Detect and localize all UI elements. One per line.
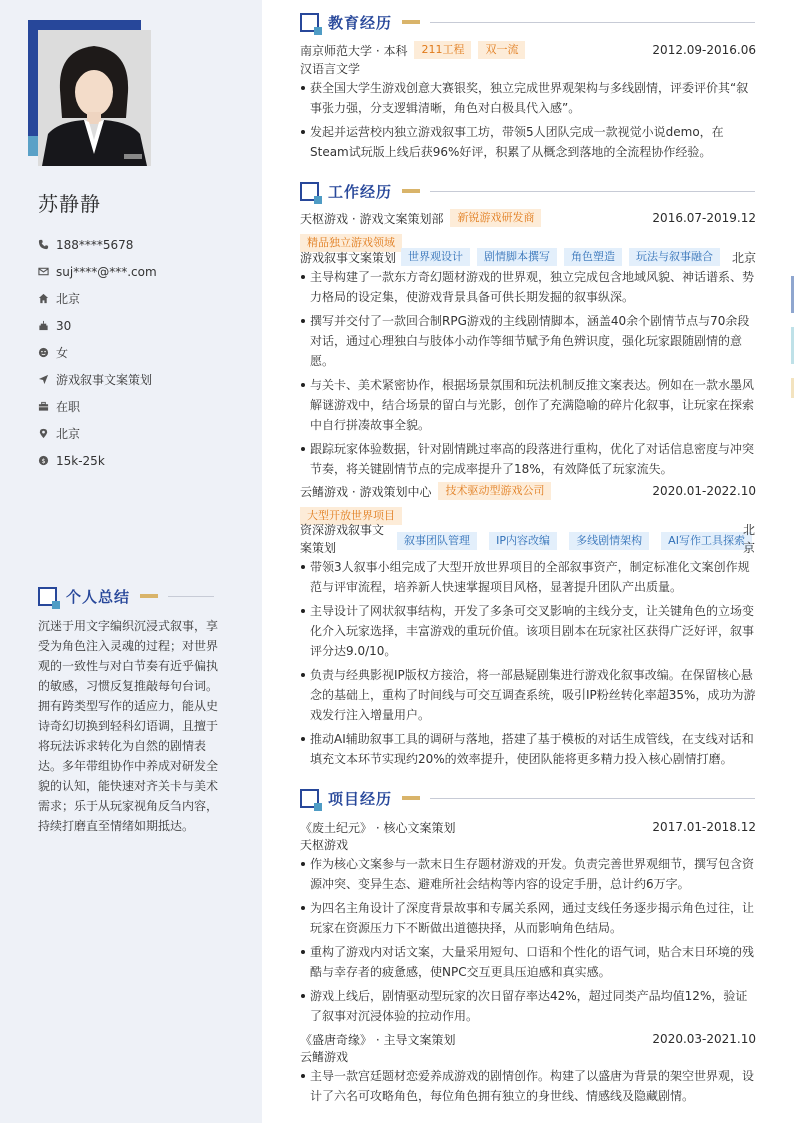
age-value: 30 (56, 318, 72, 333)
project-bullet: 主导一款宫廷题材恋爱养成游戏的剧情创作。构建了以盛唐为背景的架空世界观，设计了六名可攻略角色，每位角色拥有独立的身世线、情感线及隐藏剧情。 (300, 1066, 756, 1106)
work-section-header (300, 180, 755, 202)
company-tag: 大型开放世界项目 (300, 507, 402, 525)
education-section-header (300, 11, 755, 33)
project-name: 《盛唐奇缘》 · 主导文案策划 (300, 1032, 456, 1047)
job-header-row (300, 481, 756, 501)
job-company: 天枢游戏 · 游戏文案策划部 (300, 211, 444, 226)
info-salary (38, 447, 157, 474)
location-icon (38, 428, 49, 439)
summary-text: 沉迷于用文字编织沉浸式叙事，享受为角色注入灵魂的过程；对世界观的一致性与对白节奏有近乎偏执的敏感，习惯反复推敲每句台词。拥有跨类型写作的适应力，能从史诗奇幻切换到轻科幻语调，且擅于将玩法诉求转化为自然的剧情表达。多年带组协作中养成对研发全貌的认知，能快速对齐关卡与美术需求；乐于从玩家视角反刍内容，持续打磨直至情绪如期抵达。 (38, 619, 219, 833)
skill-tag: AI写作工具探索 (661, 532, 752, 550)
contact-info-list (38, 231, 157, 474)
section-gold-bar (402, 189, 420, 193)
info-target-city (38, 420, 157, 447)
skill-tag: 玩法与叙事融合 (629, 248, 720, 266)
job-bullets (300, 267, 756, 483)
info-hometown (38, 285, 157, 312)
job-bullet: 跟踪玩家体验数据，针对剧情跳过率高的段落进行重构，优化了对话信息密度与冲突节奏，将关键剧情节点的完成率提升了18%，有效降低了玩家流失。 (300, 439, 756, 479)
project-date: 2020.03-2021.10 (652, 1032, 756, 1046)
school-name: 南京师范大学 · 本科 (300, 43, 408, 58)
send-icon (38, 374, 49, 385)
project-bullets (300, 1066, 756, 1110)
job-bullet: 撰写并交付了一款回合制RPG游戏的主线剧情脚本，涵盖40余个剧情节点与70余段对话，通过心理独白与肢体小动作等细节赋予角色辨识度，强化玩家跟随剧情的意愿。 (300, 311, 756, 371)
section-gold-bar (402, 20, 420, 24)
job-city: 北京 (743, 523, 756, 555)
skill-tag: 世界观设计 (401, 248, 470, 266)
section-gold-bar (140, 594, 158, 598)
job-role-row (300, 247, 756, 267)
project-bullet: 为四名主角设计了深度背景故事和专属关系网，通过支线任务逐步揭示角色过往，让玩家在资源压力下不断做出道德抉择，从而影响角色结局。 (300, 898, 756, 938)
skill-tag: 多线剧情架构 (569, 532, 649, 550)
phone-number: 188****5678 (56, 237, 134, 252)
project-header-row (300, 1029, 756, 1049)
section-gold-bar (402, 796, 420, 800)
job-city: 北京 (731, 250, 756, 265)
project-bullet: 游戏上线后，剧情驱动型玩家的次日留存率达42%，超过同类产品均值12%，验证了叙事对沉浸体验的拉动作用。 (300, 986, 756, 1026)
info-email (38, 258, 157, 285)
job-bullet: 主导构建了一款东方奇幻题材游戏的世界观，独立完成包含地域风貌、神话谱系、势力格局的设定集，使游戏背景具备可供长期发掘的叙事纵深。 (300, 267, 756, 307)
info-phone (38, 231, 157, 258)
company-tag: 技术驱动型游戏公司 (438, 482, 551, 500)
skill-tag: IP内容改编 (489, 532, 557, 550)
section-divider-line (430, 798, 755, 799)
job-role-row (300, 520, 756, 558)
briefcase-icon (38, 401, 49, 412)
company-tag: 精品独立游戏领域 (300, 234, 402, 252)
education-bullets (300, 78, 756, 166)
home-icon (38, 293, 49, 304)
phone-icon (38, 239, 49, 250)
project-company: 云鳍游戏 (300, 1050, 349, 1064)
svg-text:$: $ (41, 456, 46, 465)
section-square-icon (300, 182, 319, 201)
school-tag: 211工程 (414, 41, 471, 59)
projects-section-header (300, 787, 755, 809)
project-bullet: 重构了游戏内对话文案，大量采用短句、口语和个性化的语气词，贴合末日环境的残酷与幸存者的疲惫感，使NPC交互更具压迫感和真实感。 (300, 942, 756, 982)
education-bullet: 获全国大学生游戏创意大赛银奖，独立完成世界观架构与多线剧情，评委评价其“叙事张力强，分支逻辑清晰，角色对白极具代入感”。 (300, 78, 756, 118)
project-date: 2017.01-2018.12 (652, 820, 756, 834)
school-tag: 双一流 (478, 41, 525, 59)
skill-tag: 剧情脚本撰写 (477, 248, 557, 266)
salary-icon (38, 455, 49, 466)
target-position-value: 游戏叙事文案策划 (56, 373, 153, 387)
job-header-row (300, 208, 756, 228)
job-date: 2016.07-2019.12 (652, 211, 756, 225)
face-icon (38, 347, 49, 358)
job-role: 游戏叙事文案策划 (300, 250, 397, 265)
info-age (38, 312, 157, 339)
salary-value: 15k-25k (56, 453, 105, 468)
section-divider-line (430, 191, 755, 192)
work-section-title: 工作经历 (328, 182, 393, 201)
projects-section-title: 项目经历 (328, 789, 393, 808)
project-bullet: 作为核心文案参与一款末日生存题材游戏的开发。负责完善世界观细节，撰写包含资源冲突、变异生态、避难所社会结构等内容的设定手册，总计约6万字。 (300, 854, 756, 894)
job-bullet: 主导设计了网状叙事结构，开发了多条可交叉影响的主线分支，让关键角色的立场变化介入玩家选择，丰富游戏的重玩价值。该项目剧本在玩家社区获得广泛好评，叙事评分达9.0/10。 (300, 601, 756, 661)
job-role: 资深游戏叙事文案策划 (300, 523, 385, 555)
education-section-title: 教育经历 (328, 13, 393, 32)
gender-value: 女 (56, 346, 69, 360)
education-date: 2012.09-2016.06 (652, 43, 756, 57)
email-address: suj****@***.com (56, 264, 157, 279)
info-status (38, 393, 157, 420)
job-date: 2020.01-2022.10 (652, 484, 756, 498)
education-bullet: 发起并运营校内独立游戏叙事工坊，带领5人团队完成一款视觉小说demo，在Steam试玩版上线后获96%好评，积累了从概念到落地的全流程协作经验。 (300, 122, 756, 162)
summary-section-title: 个人总结 (66, 587, 131, 606)
candidate-name: 苏静静 (38, 192, 101, 216)
avatar-illustration (38, 30, 151, 166)
summary-section-header (38, 585, 214, 607)
info-target-position (38, 366, 157, 393)
job-bullet: 推动AI辅助叙事工具的调研与落地，搭建了基于模板的对话生成管线，在支线对话和填充文本环节实现约20%的效率提升，使团队能将更多精力投入核心剧情打磨。 (300, 729, 756, 769)
section-square-icon (300, 13, 319, 32)
skill-tag-group (392, 529, 752, 550)
job-bullet: 负责与经典影视IP版权方接洽，将一部悬疑剧集进行游戏化叙事改编。在保留核心悬念的基础上，重构了时间线与可交互调查系统，吸引IP粉丝转化率超35%，成功为游戏发行注入增量用户。 (300, 665, 756, 725)
info-gender (38, 339, 157, 366)
job-status-value: 在职 (56, 400, 81, 414)
project-company: 天枢游戏 (300, 838, 349, 852)
skill-tag: 叙事团队管理 (397, 532, 477, 550)
job-company: 云鳍游戏 · 游戏策划中心 (300, 484, 432, 499)
project-bullets (300, 854, 756, 1030)
cake-icon (38, 320, 49, 331)
section-divider-line (168, 596, 214, 597)
target-city-value: 北京 (56, 427, 81, 441)
major-name: 汉语言文学 (300, 62, 361, 76)
avatar-photo (38, 30, 151, 166)
section-divider-line (430, 22, 755, 23)
skill-tag: 角色塑造 (564, 248, 622, 266)
job-bullet: 带领3人叙事小组完成了大型开放世界项目的全部叙事资产，制定标准化文案创作规范与评审流程，培养新人快速掌握项目风格，显著提升团队产出质量。 (300, 557, 756, 597)
sidebar (0, 0, 262, 1123)
job-bullet: 与关卡、美术紧密协作，根据场景氛围和玩法机制反推文案表达。例如在一款水墨风解谜游戏中，结合场景的留白与光影，创作了充满隐喻的碎片化叙事，让玩家在探索中自行拼凑故事全貌。 (300, 375, 756, 435)
mail-icon (38, 266, 49, 277)
project-header-row (300, 817, 756, 837)
company-tag: 新锐游戏研发商 (450, 209, 541, 227)
section-square-icon (38, 587, 57, 606)
education-header-row (300, 40, 756, 60)
section-square-icon (300, 789, 319, 808)
hometown-value: 北京 (56, 292, 81, 306)
project-name: 《废土纪元》 · 核心文案策划 (300, 820, 456, 835)
job-bullets (300, 557, 756, 773)
